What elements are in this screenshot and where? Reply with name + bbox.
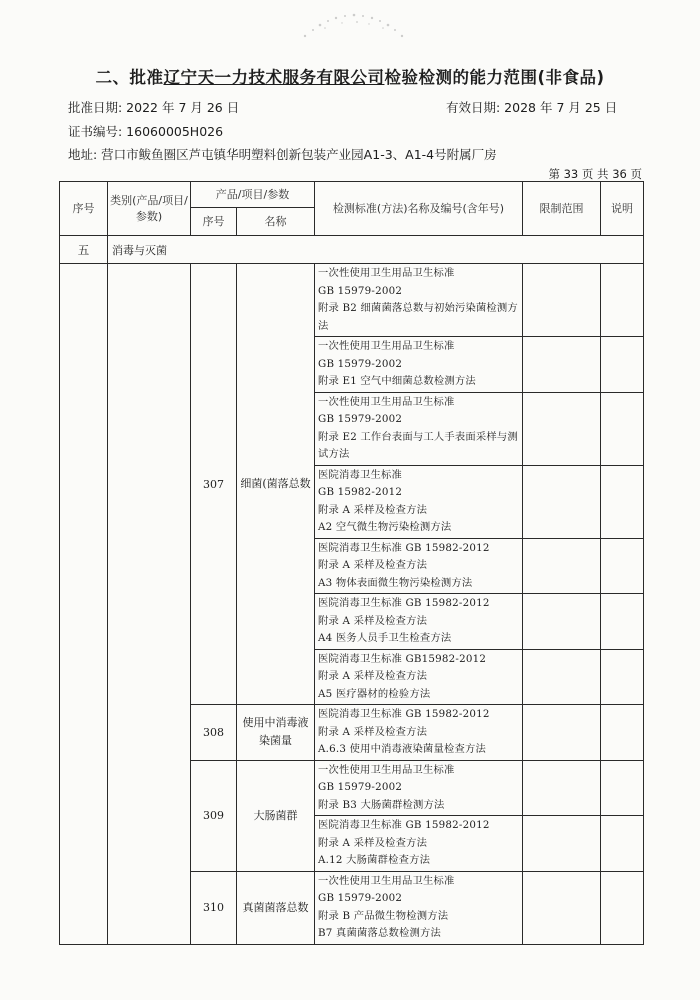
- item-name: 大肠菌群: [237, 760, 315, 871]
- header-sub-seq: 序号: [191, 208, 237, 236]
- method-line: GB 15979-2002: [318, 284, 403, 297]
- method-line: 附录 B3 大肠菌群检测方法: [318, 798, 445, 811]
- method-cell: [315, 760, 523, 816]
- limit-cell: [523, 816, 601, 872]
- method-cell: [315, 705, 523, 761]
- method-line: A.6.3 使用中消毒液染菌量检查方法: [318, 743, 487, 755]
- header-product-group: 产品/项目/参数: [191, 182, 315, 208]
- limit-cell: [523, 337, 601, 393]
- limit-cell: [523, 594, 601, 650]
- method-line: 附录 A 采样及检查方法: [318, 725, 428, 738]
- method-line: GB 15979-2002: [318, 413, 403, 425]
- method-line: 附录 A 采样及检查方法: [318, 836, 428, 849]
- item-number: 308: [191, 705, 237, 761]
- note-cell: [601, 594, 644, 650]
- note-cell: [601, 760, 644, 816]
- method-cell: [315, 465, 523, 538]
- seal-stamp-icon: [295, 8, 415, 48]
- method-line: GB 15979-2002: [318, 357, 403, 370]
- method-line: 附录 B 产品微生物检测方法: [318, 909, 449, 922]
- header-standard: 检测标准(方法)名称及编号(含年号): [315, 182, 523, 236]
- method-line: 附录 A 采样及检查方法: [318, 559, 428, 571]
- header-sub-name: 名称: [237, 208, 315, 236]
- address: 地址: 营口市鲅鱼圈区芦屯镇华明塑料创新包装产业园A1-3、A1-4号附属厂房: [68, 147, 497, 162]
- page-info: 第 33 页 共 36 页: [548, 167, 642, 181]
- method-line: 医院消毒卫生标准 GB15982-2012: [318, 652, 487, 665]
- method-line: 一次性使用卫生用品卫生标准: [318, 267, 455, 279]
- method-line: 附录 A 采样及检查方法: [318, 503, 428, 516]
- method-line: A.12 大肠菌群检查方法: [318, 854, 431, 866]
- note-cell: [601, 465, 644, 538]
- method-line: A5 医疗器材的检验方法: [318, 687, 431, 700]
- method-line: B7 真菌菌落总数检测方法: [318, 927, 441, 939]
- method-line: 附录 A 采样及检查方法: [318, 614, 428, 627]
- method-line: 医院消毒卫生标准 GB 15982-2012: [318, 819, 490, 831]
- limit-cell: [523, 649, 601, 705]
- method-line: GB 15979-2002: [318, 781, 403, 793]
- cert-number: 证书编号: 16060005H026: [68, 124, 224, 139]
- header-limit: 限制范围: [523, 182, 601, 236]
- method-cell: [315, 594, 523, 650]
- header-note: 说明: [601, 182, 644, 236]
- method-line: A2 空气微生物污染检测方法: [318, 521, 452, 533]
- method-cell: [315, 538, 523, 594]
- method-line: 医院消毒卫生标准 GB 15982-2012: [318, 541, 490, 554]
- limit-cell: [523, 465, 601, 538]
- method-line: 附录 A 采样及检查方法: [318, 670, 428, 682]
- method-cell: [315, 871, 523, 944]
- limit-cell: [523, 760, 601, 816]
- method-cell: [315, 264, 523, 337]
- header-category: 类别(产品/项目/参数): [108, 182, 191, 236]
- method-line: 一次性使用卫生用品卫生标准: [318, 340, 455, 352]
- method-line: 一次性使用卫生用品卫生标准: [318, 395, 455, 408]
- limit-cell: [523, 705, 601, 761]
- section-row: [60, 236, 644, 264]
- method-cell: [315, 392, 523, 465]
- approval-date: 批准日期: 2022 年 7 月 26 日: [68, 100, 240, 115]
- title-org: 辽宁天一力技术服务有限公司: [163, 68, 385, 87]
- limit-cell: [523, 264, 601, 337]
- section-number: 五: [60, 236, 108, 264]
- limit-cell: [523, 871, 601, 944]
- header-seq: 序号: [60, 182, 108, 236]
- note-cell: [601, 264, 644, 337]
- method-line: 一次性使用卫生用品卫生标准: [318, 763, 455, 776]
- valid-date: 有效日期: 2028 年 7 月 25 日: [446, 100, 618, 115]
- method-line: 一次性使用卫生用品卫生标准: [318, 874, 455, 887]
- note-cell: [601, 538, 644, 594]
- method-cell: [315, 337, 523, 393]
- method-line: GB 15979-2002: [318, 892, 403, 904]
- note-cell: [601, 392, 644, 465]
- method-line: 医院消毒卫生标准: [318, 468, 402, 481]
- method-line: A3 物体表面微生物污染检测方法: [318, 576, 473, 589]
- method-cell: [315, 649, 523, 705]
- method-line: 附录 E2 工作台表面与工人手表面采样与测试方法: [318, 430, 518, 460]
- table-row: [60, 264, 644, 337]
- page-title: [0, 64, 700, 88]
- title-suffix: 检验检测的能力范围(非食品): [384, 68, 605, 87]
- method-line: 附录 E1 空气中细菌总数检测方法: [318, 375, 476, 387]
- item-number: 310: [191, 871, 237, 944]
- note-cell: [601, 816, 644, 872]
- category-cell: [108, 264, 191, 945]
- method-line: 附录 B2 细菌菌落总数与初始污染菌检测方法: [318, 302, 518, 332]
- limit-cell: [523, 538, 601, 594]
- capability-table: [59, 181, 644, 945]
- method-cell: [315, 816, 523, 872]
- item-number: 307: [191, 264, 237, 705]
- method-line: 医院消毒卫生标准 GB 15982-2012: [318, 708, 490, 720]
- note-cell: [601, 871, 644, 944]
- item-name: 使用中消毒液染菌量: [237, 705, 315, 761]
- item-name: 细菌(菌落总数: [237, 264, 315, 705]
- method-line: GB 15982-2012: [318, 486, 403, 498]
- item-number: 309: [191, 760, 237, 871]
- seq-cell: [60, 264, 108, 945]
- method-line: A4 医务人员手卫生检查方法: [318, 632, 452, 644]
- note-cell: [601, 649, 644, 705]
- method-line: 医院消毒卫生标准 GB 15982-2012: [318, 597, 490, 609]
- section-name: 消毒与灭菌: [108, 236, 644, 264]
- table-header-row: [60, 182, 644, 208]
- note-cell: [601, 337, 644, 393]
- note-cell: [601, 705, 644, 761]
- limit-cell: [523, 392, 601, 465]
- title-prefix: 二、批准: [95, 68, 164, 87]
- item-name: 真菌菌落总数: [237, 871, 315, 944]
